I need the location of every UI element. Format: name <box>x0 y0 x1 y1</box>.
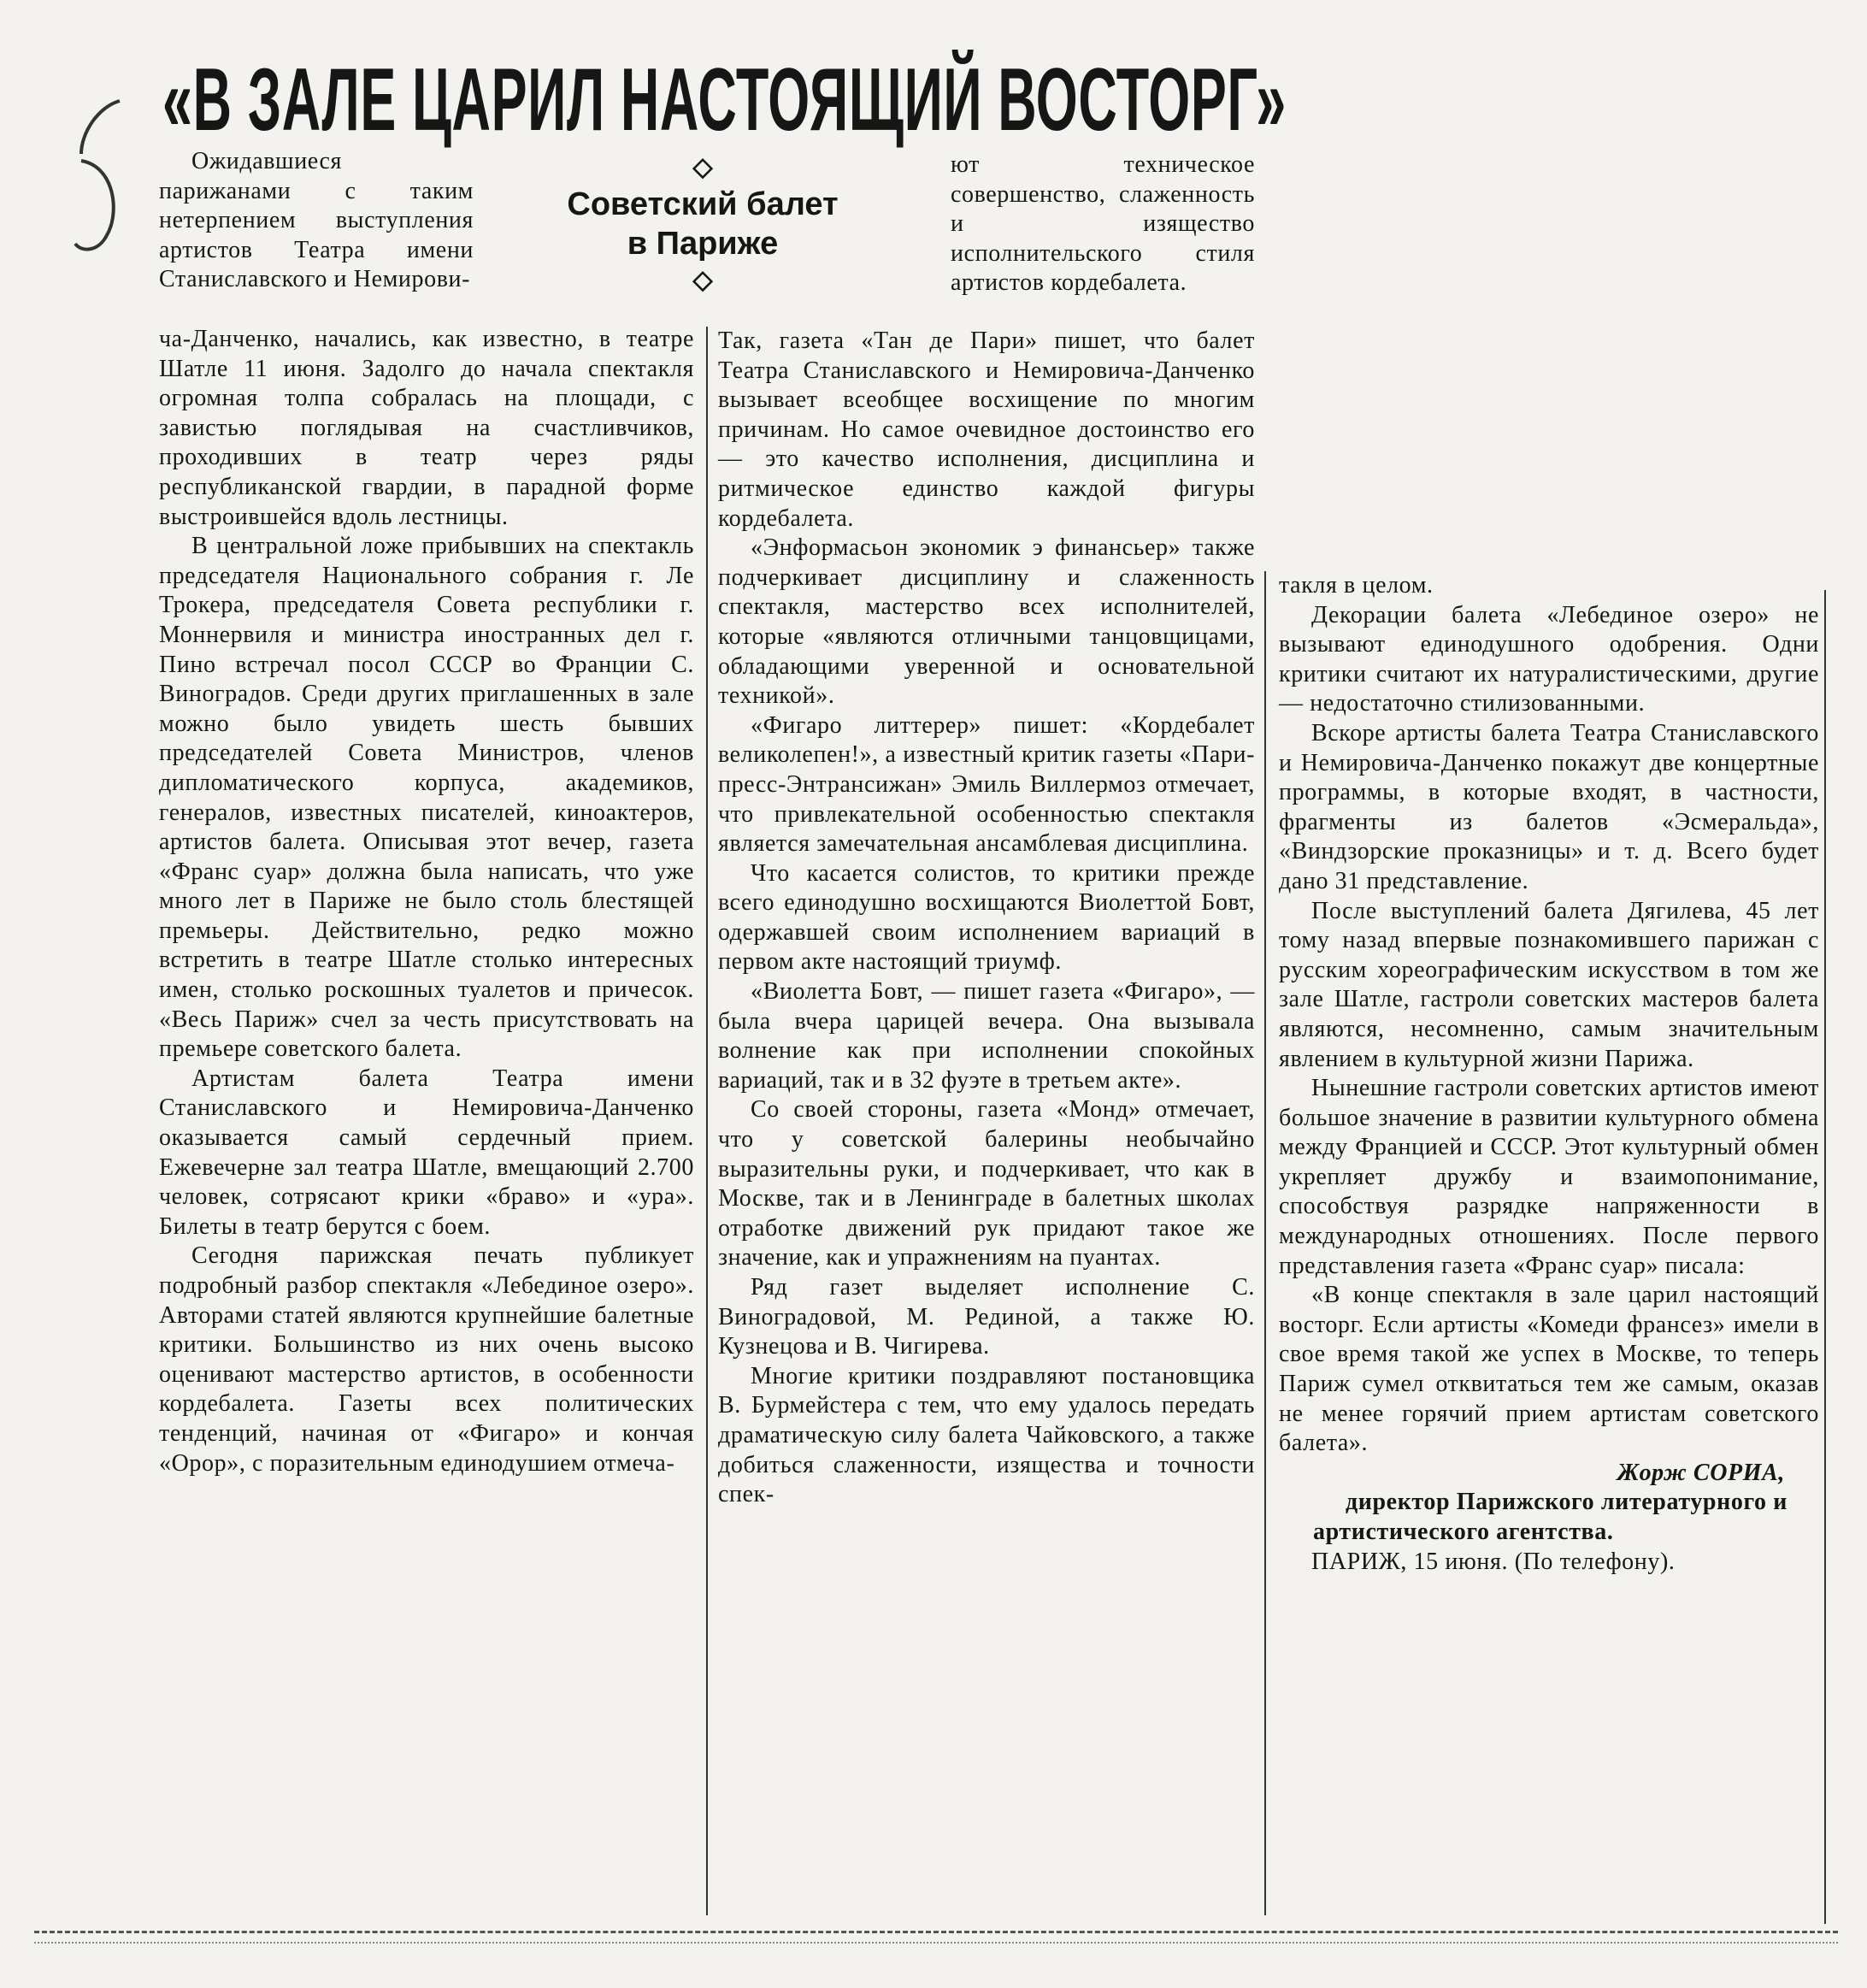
column-rule <box>1824 590 1826 1924</box>
dateline: ПАРИЖ, 15 июня. (По телефону). <box>1311 1548 1676 1575</box>
subheading <box>532 150 874 298</box>
paragraph: «Виолетта Бовт, — пишет газета «Фигаро», — была вчера царицей вечера. Она вызывала волнение как при исполнении спокойных вариаций, так и в 32 фуэте в третьем акте». <box>718 978 1255 1094</box>
author-role: директор Парижского литературного и артистического агентства. <box>1313 1489 1787 1545</box>
paragraph: «Фигаро литтерер» пишет: «Кордебалет великолепен!», а известный критик газеты «Пари-пресс-Энтрансижан» Эмиль Виллермоз отмечает, что привлекательной особенностью спектакля является замечательная ансамблевая дисциплина. <box>718 711 1255 858</box>
paragraph: Вскоре артисты балета Театра Станиславского и Немировича-Данченко покажут две концертные программы, в которые входят, в частности, фрагменты из балетов «Эсмеральда», «Виндзорские проказницы» и т. д. Всего будет дано 31 представление. <box>1279 719 1819 894</box>
paragraph: В центральной ложе прибывших на спектакль председателя Национального собрания г. Ле Трокера, председателя Совета республики г. Моннервиля и министра иностранных дел г. Пино встречал посол СССР во Франции С. Виноградов. Среди других приглашенных в зале можно было увидеть шесть бывших председателей Совета Министров, членов дипломатического корпуса, академиков, генералов, известных писателей, киноактеров, артистов балета. Описывая этот вечер, газета «Франс суар» должна была написать, что уже много лет в Париже не было столь блестящей премьеры. Действительно, редко можно встретить в театре Шатле столько интересных имен, столько роскошных туалетов и причесок. «Весь Париж» счел за честь присутствовать на премьере советского балета. <box>159 533 694 1063</box>
paragraph: Сегодня парижская печать публикует подробный разбор спектакля «Лебединое озеро». Авторами статей являются крупнейшие балетные критики. Большинство из них очень высоко оценивают мастерство артистов, в особенности кордебалета. Газеты всех политических тенденций, начиная от «Фигаро» и кончая «Орор», с поразительным единодушием отмеча- <box>159 1242 694 1477</box>
column-1-intro <box>159 147 474 295</box>
diamond-ornament-icon: ◇ <box>692 266 713 294</box>
paragraph: такля в целом. <box>1279 572 1434 599</box>
subheading-line-1: Советский балет <box>567 186 839 222</box>
paragraph: Нынешние гастроли советских артистов имеют большое значение в развитии культурного обмена между Францией и СССР. Этот культурный обмен укрепляет дружбу и взаимопонимание, способствуя разрядке напряженности в международных отношениях. После первого представления газета «Франс суар» писала: <box>1279 1075 1819 1279</box>
paragraph: Многие критики поздравляют постановщика В. Бурмейстера с тем, что ему удалось передать драматическую силу балета Чайковского, а также добиться слаженности, изящества и точности спек- <box>718 1362 1255 1508</box>
column-2 <box>718 327 1255 1510</box>
column-rule <box>706 327 708 1915</box>
paragraph: После выступлений балета Дягилева, 45 лет тому назад впервые познакомившего парижан с русским хореографическим искусством в том же зале Шатле, гастроли советских мастеров балета являются, несомненно, самым значительным явлением в культурной жизни Парижа. <box>1279 897 1819 1072</box>
paragraph: «В конце спектакля в зале царил настоящий восторг. Если артисты «Комеди франсез» имели в свое время такой же успех в Москве, то теперь Париж сумел отквитаться тем же самым, оказав не менее горячий прием артистам советского балета». <box>1279 1282 1819 1457</box>
handwritten-mark <box>68 94 128 265</box>
paragraph: Декорации балета «Лебединое озеро» не вызывают единодушного одобрения. Одни критики считают их натуралистическими, другие — недостаточно стилизованными. <box>1279 601 1819 717</box>
column-1 <box>159 325 694 1478</box>
paragraph: Со своей стороны, газета «Монд» отмечает, что у советской балерины необычайно выразительны руки, и подчеркивает, что как в Москве, так и в Ленинграде в балетных школах отработке движений рук придают такое же значение, как и упражнениям на пуантах. <box>718 1096 1255 1271</box>
subheading-line-2: в Париже <box>627 226 779 262</box>
column-3 <box>1279 571 1819 1577</box>
paragraph: Ожидавшиеся парижанами с таким нетерпением выступления артистов Театра имени Станиславского и Немирови- <box>159 148 474 293</box>
column-2-top <box>951 150 1255 298</box>
diamond-ornament-icon: ◇ <box>692 153 713 181</box>
paragraph: Ряд газет выделяет исполнение С. Виноградовой, М. Рединой, а также Ю. Кузнецова и В. Чигирева. <box>718 1274 1255 1360</box>
paragraph: ют техническое совершенство, слаженность и изящество исполнительского стиля артистов кордебалета. <box>951 151 1255 297</box>
bottom-border <box>34 1931 1838 1944</box>
paragraph: Так, газета «Тан де Пари» пишет, что балет Театра Станиславского и Немировича-Данченко вызывает всеобщее восхищение по многим причинам. Но самое очевидное достоинство его — это качество исполнения, дисциплина и ритмическое единство каждой фигуры кордебалета. <box>718 327 1255 532</box>
paragraph: «Энформасьон экономик э финансьер» также подчеркивает дисциплину и слаженность спектакля, мастерство всех исполнителей, которые «являются отличными танцовщицами, обладающими уверенной и основательной техникой». <box>718 534 1255 710</box>
paragraph: Что касается солистов, то критики прежде всего единодушно восхищаются Виолеттой Бовт, одержавшей своим исполнением вариаций в первом акте настоящий триумф. <box>718 859 1255 976</box>
author-name: Жорж СОРИА, <box>1617 1459 1785 1486</box>
column-rule <box>1264 571 1266 1915</box>
paragraph: Артистам балета Театра имени Станиславского и Немировича-Данченко оказывается самый сердечный прием. Ежевечерне зал театра Шатле, вмещающий 2.700 человек, сотрясают крики «браво» и «ура». Билеты в театр берутся с боем. <box>159 1065 694 1240</box>
headline: «В ЗАЛЕ ЦАРИЛ НАСТОЯЩИЙ ВОСТОРГ» <box>162 50 1287 150</box>
paragraph: ча-Данченко, начались, как известно, в театре Шатле 11 июня. Задолго до начала спектакля огромная толпа собралась на площади, с завистью поглядывая на счастливчиков, проходивших в театр через ряды республиканской гвардии, в парадной форме выстроившейся вдоль лестницы. <box>159 326 694 530</box>
